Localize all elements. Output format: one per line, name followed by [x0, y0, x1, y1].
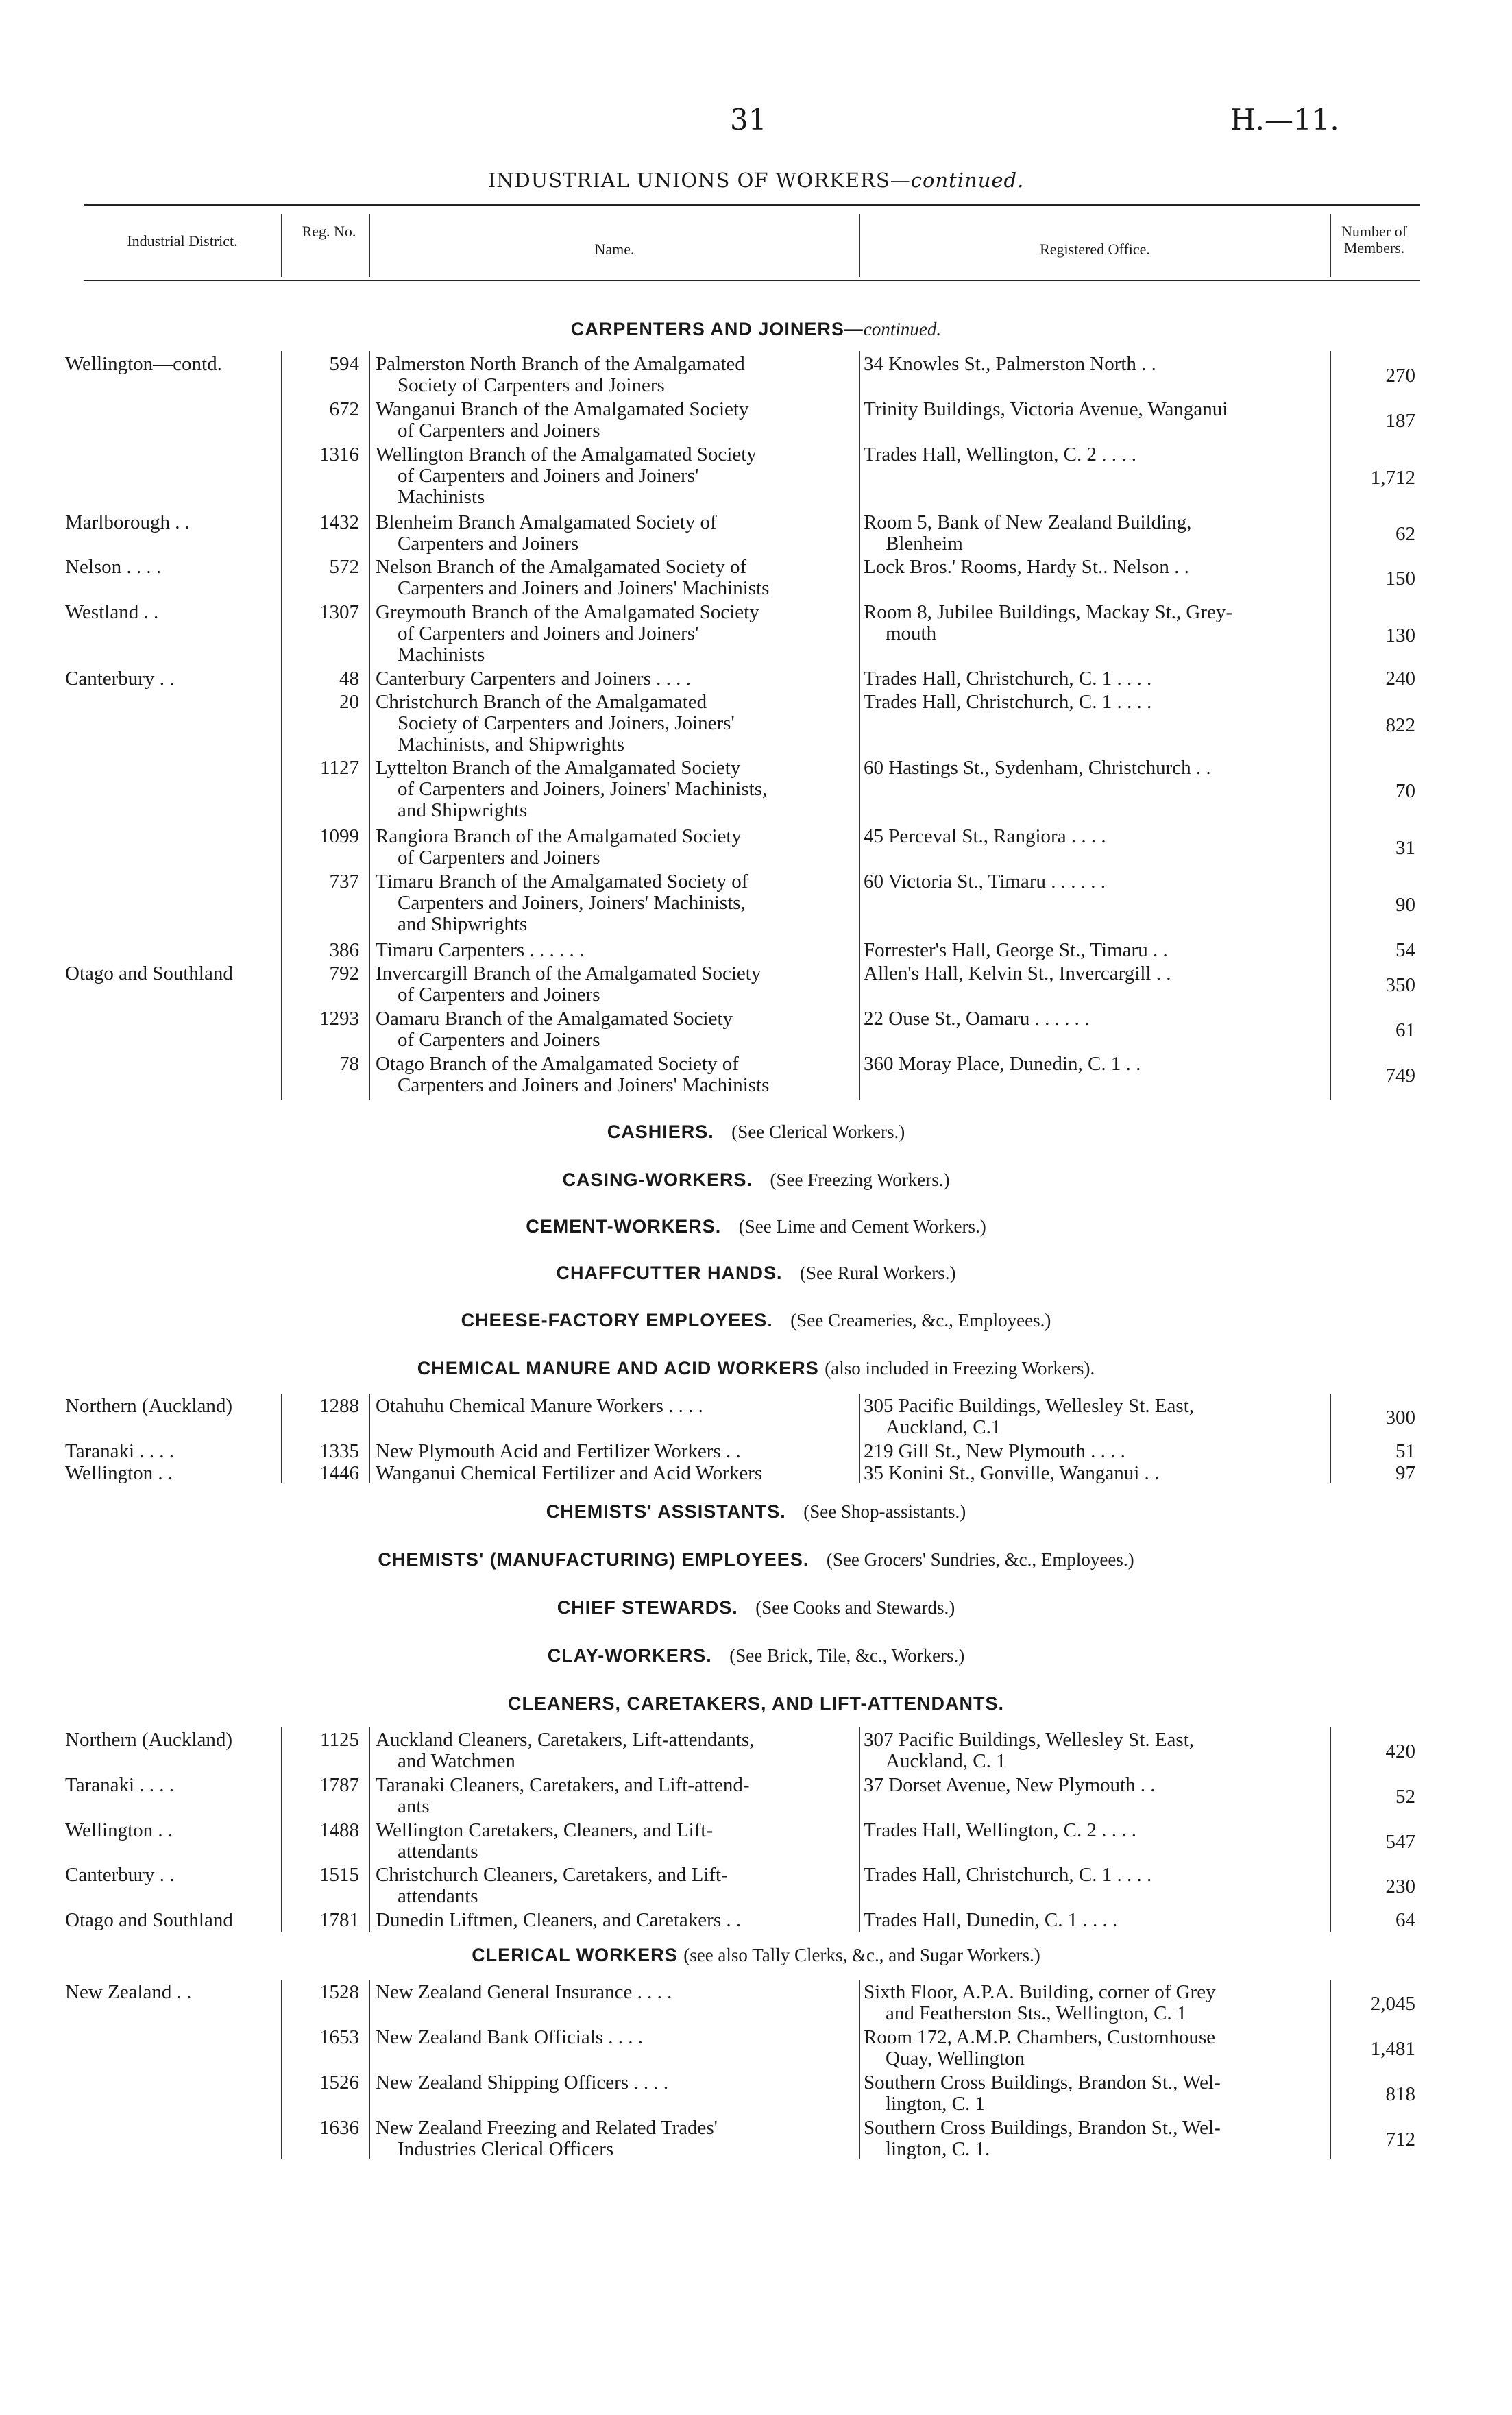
office-cell	[864, 1441, 1330, 1462]
office-line: Room 5, Bank of New Zealand Building,	[864, 511, 1192, 533]
name-line: ants	[398, 1795, 430, 1817]
column-divider	[369, 1394, 370, 1483]
office-line: Southern Cross Buildings, Brandon St., Wel-	[864, 2072, 1221, 2094]
section-cross-reference: (See Rural Workers.)	[799, 1263, 956, 1283]
name-line: of Carpenters and Joiners and Joiners'	[398, 622, 699, 644]
reg-number-cell: 572	[329, 556, 359, 578]
name-cell	[376, 2117, 855, 2160]
members-cell: 51	[1395, 1440, 1415, 1462]
members-cell: 70	[1395, 780, 1415, 803]
name-line: of Carpenters and Joiners	[398, 984, 600, 1006]
column-divider	[281, 1394, 282, 1483]
column-header-reg: Reg. No.	[302, 223, 356, 240]
name-line: of Carpenters and Joiners	[398, 847, 600, 869]
name-line: and Shipwrights	[398, 799, 528, 821]
name-line: Timaru Carpenters . . . . . .	[376, 939, 585, 961]
reg-number-cell: 1653	[319, 2026, 359, 2048]
name-line: Christchurch Cleaners, Caretakers, and Lift-	[376, 1864, 728, 1886]
name-line: Canterbury Carpenters and Joiners . . . .	[376, 668, 691, 690]
district-cell: Taranaki . . . .	[65, 1440, 175, 1462]
reg-number-cell: 672	[329, 398, 359, 420]
office-cell	[864, 940, 1330, 961]
name-cell	[376, 826, 855, 869]
members-cell: 230	[1385, 1876, 1415, 1898]
name-line: New Zealand Bank Officials . . . .	[376, 2026, 644, 2048]
office-line: Trades Hall, Christchurch, C. 1 . . . .	[864, 668, 1152, 690]
reg-number-cell: 1288	[319, 1395, 359, 1417]
column-header-district: Industrial District.	[127, 232, 238, 250]
office-line: 22 Ouse St., Oamaru . . . . . .	[864, 1008, 1090, 1030]
members-cell: 54	[1395, 939, 1415, 961]
office-line: Room 8, Jubilee Buildings, Mackay St., Grey-	[864, 601, 1233, 623]
office-line: Trades Hall, Wellington, C. 2 . . . .	[864, 1819, 1137, 1841]
members-cell: 90	[1395, 894, 1415, 917]
office-cell	[864, 444, 1330, 465]
section-title: CASING-WORKERS.	[562, 1169, 753, 1190]
district-cell: Otago and Southland	[65, 962, 233, 984]
members-cell: 547	[1385, 1831, 1415, 1854]
office-cell	[864, 692, 1330, 713]
office-line: Trades Hall, Christchurch, C. 1 . . . .	[864, 691, 1152, 713]
name-line: Carpenters and Joiners	[398, 533, 579, 555]
district-cell: Nelson . . . .	[65, 556, 162, 578]
section-cross-reference: (See Brick, Tile, &c., Workers.)	[729, 1645, 965, 1666]
name-cell	[376, 354, 855, 396]
district-cell: Otago and Southland	[65, 1909, 233, 1931]
office-cell	[864, 1396, 1330, 1438]
office-line: Trades Hall, Christchurch, C. 1 . . . .	[864, 1864, 1152, 1886]
name-line: Lyttelton Branch of the Amalgamated Society	[376, 757, 741, 779]
name-line: of Carpenters and Joiners, Joiners' Machinists,	[398, 778, 768, 800]
name-cell	[376, 1775, 855, 1817]
name-line: of Carpenters and Joiners and Joiners'	[398, 465, 699, 487]
section-title: CHEMICAL MANURE AND ACID WORKERS	[417, 1358, 819, 1379]
name-line: New Zealand General Insurance . . . .	[376, 1981, 672, 2003]
name-cell	[376, 444, 855, 508]
name-cell	[376, 1008, 855, 1051]
section-title: CASHIERS.	[607, 1121, 714, 1142]
office-cell	[864, 602, 1330, 644]
district-cell: Wellington—contd.	[65, 353, 222, 375]
section-chemists-assistants	[0, 1501, 1512, 1522]
section-cross-reference: (See Creameries, &c., Employees.)	[790, 1310, 1051, 1331]
name-line: Taranaki Cleaners, Caretakers, and Lift-attend-	[376, 1774, 750, 1796]
name-line: Otago Branch of the Amalgamated Society of	[376, 1053, 739, 1075]
name-cell	[376, 1982, 855, 2003]
members-cell: 300	[1385, 1407, 1415, 1429]
section-chaffcutter-hands	[0, 1263, 1512, 1284]
section-cleaners-caretakers	[0, 1693, 1512, 1714]
section-chemists-manufacturing-employees	[0, 1549, 1512, 1570]
reg-number-cell: 1316	[319, 444, 359, 465]
members-cell: 64	[1395, 1909, 1415, 1931]
name-line: Oamaru Branch of the Amalgamated Society	[376, 1008, 733, 1030]
name-cell	[376, 2027, 855, 2048]
section-cross-reference: (See Grocers' Sundries, &c., Employees.)	[826, 1549, 1134, 1570]
section-continued: continued.	[863, 319, 942, 339]
office-cell	[864, 668, 1330, 690]
section-cement-workers	[0, 1216, 1512, 1237]
members-cell: 62	[1395, 523, 1415, 546]
reg-number-cell: 1335	[319, 1440, 359, 1462]
name-cell	[376, 1910, 855, 1931]
name-line: attendants	[398, 1885, 478, 1907]
section-title: CHAFFCUTTER HANDS.	[556, 1263, 783, 1283]
section-chemical-manure-and-acid-workers	[0, 1358, 1512, 1379]
district-cell: Westland . .	[65, 601, 159, 623]
page-title	[0, 169, 1512, 192]
office-line: Trades Hall, Dunedin, C. 1 . . . .	[864, 1909, 1118, 1931]
name-line: Otahuhu Chemical Manure Workers . . . .	[376, 1395, 703, 1417]
name-line: of Carpenters and Joiners	[398, 1029, 600, 1051]
section-title: CLERICAL WORKERS	[472, 1945, 678, 1965]
members-cell: 822	[1385, 714, 1415, 737]
office-line: Sixth Floor, A.P.A. Building, corner of Grey	[864, 1981, 1216, 2003]
name-cell	[376, 1463, 855, 1484]
office-line: 219 Gill St., New Plymouth . . . .	[864, 1440, 1125, 1462]
district-cell: Wellington . .	[65, 1462, 173, 1484]
section-cross-reference: (See Shop-assistants.)	[803, 1501, 966, 1522]
members-cell: 1,481	[1370, 2038, 1415, 2061]
table-header-rule	[84, 280, 1420, 281]
name-cell	[376, 1396, 855, 1417]
name-line: Machinists	[398, 644, 485, 666]
name-line: Nelson Branch of the Amalgamated Society of	[376, 556, 747, 578]
name-line: Auckland Cleaners, Caretakers, Lift-attendants,	[376, 1729, 755, 1751]
name-cell	[376, 668, 855, 690]
members-cell: 818	[1385, 2083, 1415, 2106]
reg-number-cell: 1781	[319, 1909, 359, 1931]
office-line: lington, C. 1	[886, 2093, 986, 2115]
name-cell	[376, 1054, 855, 1096]
reg-number-cell: 1526	[319, 2072, 359, 2094]
section-cross-reference: (See Lime and Cement Workers.)	[738, 1216, 986, 1237]
column-divider	[859, 1980, 860, 2159]
office-line: Auckland, C.1	[886, 1416, 1001, 1438]
office-line: lington, C. 1.	[886, 2138, 990, 2160]
members-cell: 749	[1385, 1065, 1415, 1087]
column-divider	[1330, 1727, 1331, 1932]
reg-number-cell: 1528	[319, 1981, 359, 2003]
section-title: CLAY-WORKERS.	[547, 1645, 712, 1666]
office-line: 60 Hastings St., Sydenham, Christchurch . .	[864, 757, 1211, 779]
name-line: Dunedin Liftmen, Cleaners, and Caretakers . .	[376, 1909, 742, 1931]
section-title: CHEMISTS' ASSISTANTS.	[546, 1501, 786, 1522]
members-cell: 1,712	[1370, 467, 1415, 489]
column-divider	[281, 214, 282, 277]
name-cell	[376, 557, 855, 599]
office-line: Room 172, A.M.P. Chambers, Customhouse	[864, 2026, 1216, 2048]
office-line: 45 Perceval St., Rangiora . . . .	[864, 825, 1106, 847]
members-cell: 240	[1385, 668, 1415, 690]
members-cell: 270	[1385, 365, 1415, 387]
reg-number-cell: 737	[329, 871, 359, 893]
name-cell	[376, 602, 855, 666]
office-line: 34 Knowles St., Palmerston North . .	[864, 353, 1156, 375]
name-line: and Shipwrights	[398, 913, 528, 935]
office-line: Lock Bros.' Rooms, Hardy St.. Nelson . .	[864, 556, 1189, 578]
column-divider	[1330, 351, 1331, 1100]
name-line: Carpenters and Joiners, Joiners' Machinists,	[398, 892, 746, 914]
members-cell: 712	[1385, 2128, 1415, 2151]
district-cell: New Zealand . .	[65, 1981, 192, 2003]
section-cross-reference: (see also Tally Clerks, &c., and Sugar Workers.)	[683, 1945, 1040, 1965]
name-line: Wanganui Chemical Fertilizer and Acid Workers	[376, 1462, 763, 1484]
section-chief-stewards	[0, 1597, 1512, 1618]
column-divider	[369, 351, 370, 1100]
members-cell: 350	[1385, 974, 1415, 997]
office-line: Quay, Wellington	[886, 2048, 1025, 2070]
members-cell: 420	[1385, 1740, 1415, 1763]
name-line: of Carpenters and Joiners	[398, 420, 600, 441]
district-cell: Northern (Auckland)	[65, 1395, 232, 1417]
section-cheese-factory-employees	[0, 1310, 1512, 1331]
office-line: 307 Pacific Buildings, Wellesley St. East,	[864, 1729, 1195, 1751]
district-cell: Canterbury . .	[65, 1864, 175, 1886]
section-carpenters-and-joiners	[0, 319, 1512, 340]
section-title: CHEMISTS' (MANUFACTURING) EMPLOYEES.	[378, 1549, 809, 1570]
section-title: CEMENT-WORKERS.	[526, 1216, 722, 1237]
office-cell	[864, 1982, 1330, 2024]
name-line: Wellington Caretakers, Cleaners, and Lift-	[376, 1819, 714, 1841]
column-divider	[281, 1727, 282, 1932]
office-cell	[864, 1730, 1330, 1772]
office-line: 37 Dorset Avenue, New Plymouth . .	[864, 1774, 1156, 1796]
section-clerical-workers	[0, 1945, 1512, 1966]
office-cell	[864, 2072, 1330, 2115]
reg-number-cell: 48	[339, 668, 359, 690]
district-cell: Taranaki . . . .	[65, 1774, 175, 1796]
name-cell	[376, 399, 855, 441]
column-divider	[859, 1727, 860, 1932]
column-divider	[369, 1980, 370, 2159]
name-cell	[376, 1730, 855, 1772]
office-cell	[864, 1008, 1330, 1030]
office-cell	[864, 2117, 1330, 2160]
name-line: Wellington Branch of the Amalgamated Society	[376, 444, 757, 465]
office-cell	[864, 2027, 1330, 2070]
section-title: CLEANERS, CARETAKERS, AND LIFT-ATTENDANTS.	[508, 1693, 1004, 1714]
section-title: CARPENTERS AND JOINERS—	[570, 319, 864, 339]
reg-number-cell: 1125	[320, 1729, 359, 1751]
reg-number-cell: 1488	[319, 1819, 359, 1841]
office-line: Trinity Buildings, Victoria Avenue, Wanganui	[864, 398, 1228, 420]
name-line: Timaru Branch of the Amalgamated Society of	[376, 871, 748, 893]
office-line: Forrester's Hall, George St., Timaru . .	[864, 939, 1168, 961]
name-line: Machinists, and Shipwrights	[398, 733, 625, 755]
name-line: Wanganui Branch of the Amalgamated Society	[376, 398, 749, 420]
reg-number-cell: 1127	[320, 757, 359, 779]
office-line: Auckland, C. 1	[886, 1750, 1006, 1772]
office-cell	[864, 512, 1330, 555]
reg-number-cell: 1293	[319, 1008, 359, 1030]
reg-number-cell: 1446	[319, 1462, 359, 1484]
members-cell: 150	[1385, 568, 1415, 590]
district-cell: Wellington . .	[65, 1819, 173, 1841]
office-cell	[864, 557, 1330, 578]
column-divider	[1330, 1980, 1331, 2159]
reg-number-cell: 1099	[319, 825, 359, 847]
reg-number-cell: 78	[339, 1053, 359, 1075]
column-divider	[1330, 1394, 1331, 1483]
name-line: Palmerston North Branch of the Amalgamated	[376, 353, 745, 375]
section-title: CHEESE-FACTORY EMPLOYEES.	[461, 1310, 773, 1331]
office-cell	[864, 354, 1330, 375]
office-cell	[864, 399, 1330, 420]
office-cell	[864, 1054, 1330, 1075]
members-cell: 2,045	[1370, 1993, 1415, 2015]
name-line: Carpenters and Joiners and Joiners' Machinists	[398, 577, 770, 599]
reg-number-cell: 1787	[319, 1774, 359, 1796]
office-line: Trades Hall, Wellington, C. 2 . . . .	[864, 444, 1137, 465]
column-header-members: Number of Members.	[1341, 223, 1407, 256]
column-divider	[369, 1727, 370, 1932]
reg-number-cell: 1307	[319, 601, 359, 623]
section-cross-reference: (See Freezing Workers.)	[770, 1169, 950, 1190]
office-line: Blenheim	[886, 533, 963, 555]
section-title: CHIEF STEWARDS.	[557, 1597, 738, 1618]
name-line: Rangiora Branch of the Amalgamated Society	[376, 825, 742, 847]
name-line: attendants	[398, 1841, 478, 1862]
members-cell: 31	[1395, 837, 1415, 860]
members-cell: 130	[1385, 624, 1415, 647]
office-cell	[864, 871, 1330, 893]
members-cell: 97	[1395, 1462, 1415, 1484]
office-cell	[864, 963, 1330, 984]
name-line: Christchurch Branch of the Amalgamated	[376, 691, 707, 713]
name-line: Society of Carpenters and Joiners, Joiners'	[398, 712, 735, 734]
name-line: New Zealand Shipping Officers . . . .	[376, 2072, 669, 2094]
name-line: Machinists	[398, 486, 485, 508]
office-line: 305 Pacific Buildings, Wellesley St. East,	[864, 1395, 1195, 1417]
office-line: mouth	[886, 622, 937, 644]
table-top-rule	[84, 204, 1420, 206]
name-line: and Watchmen	[398, 1750, 515, 1772]
office-cell	[864, 1865, 1330, 1886]
reg-number-cell: 20	[339, 691, 359, 713]
reg-number-cell: 594	[329, 353, 359, 375]
reg-number-cell: 792	[329, 962, 359, 984]
office-line: Southern Cross Buildings, Brandon St., Wel-	[864, 2117, 1221, 2139]
name-cell	[376, 1865, 855, 1907]
reg-number-cell: 1515	[319, 1864, 359, 1886]
reg-number-cell: 386	[329, 939, 359, 961]
name-cell	[376, 871, 855, 935]
name-cell	[376, 692, 855, 755]
district-cell: Canterbury . .	[65, 668, 175, 690]
page-number: 31	[730, 103, 767, 136]
name-line: Greymouth Branch of the Amalgamated Society	[376, 601, 759, 623]
column-header-name: Name.	[594, 241, 635, 258]
members-cell: 61	[1395, 1019, 1415, 1042]
office-cell	[864, 1775, 1330, 1796]
column-divider	[859, 351, 860, 1100]
office-line: 360 Moray Place, Dunedin, C. 1 . .	[864, 1053, 1141, 1075]
office-cell	[864, 1910, 1330, 1931]
name-line: New Zealand Freezing and Related Trades'	[376, 2117, 718, 2139]
page-title-text: INDUSTRIAL UNIONS OF WORKERS—	[487, 169, 911, 192]
members-cell: 187	[1385, 410, 1415, 433]
office-line: and Featherston Sts., Wellington, C. 1	[886, 2002, 1187, 2024]
name-cell	[376, 512, 855, 555]
name-line: Carpenters and Joiners and Joiners' Machinists	[398, 1074, 770, 1096]
document-reference: H.—11.	[1230, 103, 1339, 136]
district-cell: Northern (Auckland)	[65, 1729, 232, 1751]
members-cell: 52	[1395, 1786, 1415, 1808]
section-cashiers	[0, 1121, 1512, 1143]
column-divider	[281, 1980, 282, 2159]
column-header-office: Registered Office.	[1040, 241, 1150, 258]
name-cell	[376, 2072, 855, 2094]
section-casing-workers	[0, 1169, 1512, 1191]
name-cell	[376, 1441, 855, 1462]
page-title-continued: continued.	[910, 169, 1025, 192]
name-cell	[376, 757, 855, 821]
name-line: Industries Clerical Officers	[398, 2138, 614, 2160]
office-cell	[864, 1820, 1330, 1841]
office-cell	[864, 1463, 1330, 1484]
office-line: 35 Konini St., Gonville, Wanganui . .	[864, 1462, 1160, 1484]
name-line: New Plymouth Acid and Fertilizer Workers . .	[376, 1440, 741, 1462]
section-cross-reference: (See Clerical Workers.)	[731, 1121, 905, 1142]
office-cell	[864, 826, 1330, 847]
office-line: Allen's Hall, Kelvin St., Invercargill . .	[864, 962, 1171, 984]
name-line: Blenheim Branch Amalgamated Society of	[376, 511, 717, 533]
reg-number-cell: 1432	[319, 511, 359, 533]
district-cell: Marlborough . .	[65, 511, 191, 533]
section-clay-workers	[0, 1645, 1512, 1666]
column-divider	[281, 351, 282, 1100]
name-line: Invercargill Branch of the Amalgamated Society	[376, 962, 761, 984]
section-cross-reference: (also included in Freezing Workers).	[825, 1358, 1095, 1379]
section-cross-reference: (See Cooks and Stewards.)	[755, 1597, 955, 1618]
office-cell	[864, 757, 1330, 779]
name-cell	[376, 940, 855, 961]
reg-number-cell: 1636	[319, 2117, 359, 2139]
office-line: 60 Victoria St., Timaru . . . . . .	[864, 871, 1106, 893]
column-divider	[859, 1394, 860, 1483]
name-line: Society of Carpenters and Joiners	[398, 374, 665, 396]
name-cell	[376, 963, 855, 1006]
name-cell	[376, 1820, 855, 1862]
